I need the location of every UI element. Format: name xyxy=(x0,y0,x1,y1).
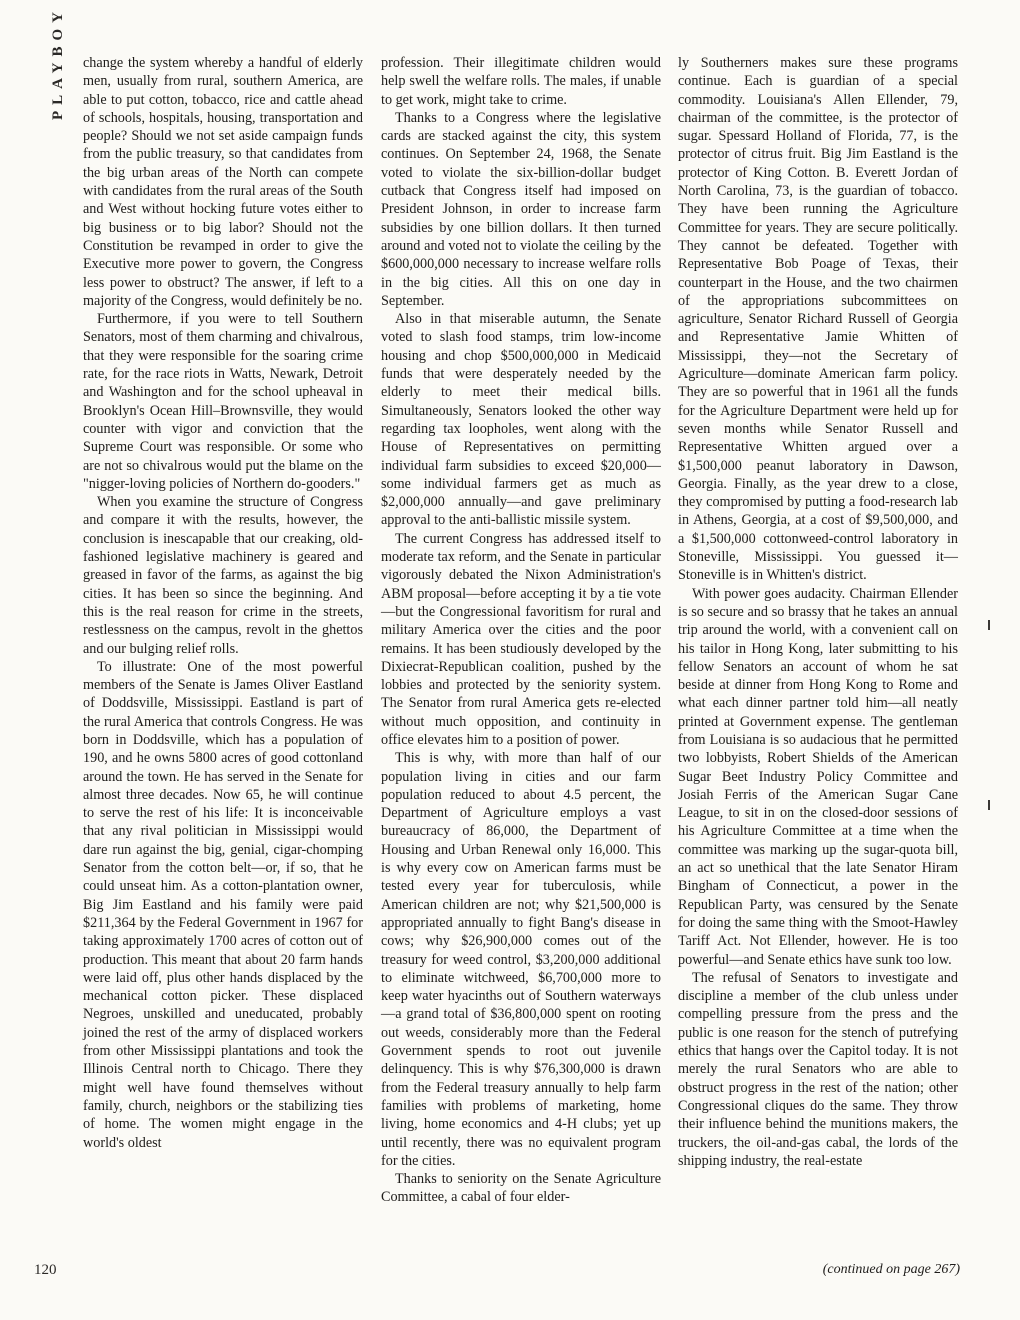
paragraph: ly Southerners makes sure these programs continue. Each is guardian of a special commodity. Louisiana's Allen Ellender, 79, chairman of the committee, is the protector of sugar. Spessard Holland of Florida, 77, is the protector of citrus fruit. Big Jim Eastland is the protector of King Cotton. B. Everett Jordan of North Carolina, 73, is the guardian of tobacco. They have been running the Agriculture Committee for years. They are secure politically. They cannot be defeated. Together with Representative Bob Poage of Texas, their counterpart in the House, and the two chairmen of the appropriations subcommittees on agriculture, Senator Richard Russell of Georgia and Representative Jamie Whitten of Mississippi, they—not the Secretary of Agriculture—dominate American farm policy. They are so powerful that in 1961 all the funds for the Agriculture Department were held up for seven months while Senator Russell and Representative Whitten argued over a $1,500,000 peanut laboratory in Dawson, Georgia. Finally, as the year drew to a close, they compromised by putting a food-research lab in Athens, Georgia, at a cost of $9,500,000, and a $1,500,000 cottonweed-control laboratory in Stoneville, Mississippi. You guessed it—Stoneville is in Whitten's district. xyxy=(678,55,958,584)
paragraph: When you examine the structure of Congress and compare it with the results, however, the conclusion is inescapable that our creaking, old-fashioned legislative machinery is geared and greased in favor of the farms, as against the big cities. It has been so since the beginning. And this is the real reason for crime in the streets, restlessness on the campus, revolt in the ghettos and our bulging relief rolls. xyxy=(83,494,363,657)
paragraph: This is why, with more than half of our population living in cities and our farm population reduced to about 4.5 percent, the Department of Agriculture employs a vast bureaucracy of 86,000, the Department of Housing and Urban Renewal only 16,000. This is why every cow on American farms must be tested every year for tuberculosis, while American children are not; why $21,500,000 is appropriated annually to fight Bang's disease in cows; why $26,900,000 comes out of the treasury for weed control, $3,200,000 additional to eliminate witchweed, $6,700,000 more to keep water hyacinths out of Southern waterways—a grand total of $36,800,000 spent on rooting out weeds, considerably more than the Federal Government spends to root out juvenile delinquency. This is why $76,300,000 is drawn from the Federal treasury annually to help farm families with problems of marketing, home living, home economics and 4-H clubs; yet up until recently, there was no equivalent program for the cities. xyxy=(381,750,661,1169)
scan-mark xyxy=(988,800,990,810)
paragraph: Thanks to a Congress where the legislative cards are stacked against the city, this system continues. On September 24, 1968, the Senate voted to violate the six-billion-dollar budget cutback that Congress itself had imposed on President Johnson, in order to increase farm subsidies by one billion dollars. It then turned around and voted not to violate the ceiling by the $600,000,000 necessary to increase welfare rolls in the big cities. All this on one day in September. xyxy=(381,109,661,309)
text-column-1 xyxy=(83,54,363,1152)
continued-note: (continued on page 267) xyxy=(822,1262,960,1277)
page-number: 120 xyxy=(34,1262,57,1278)
scan-mark xyxy=(988,620,990,630)
paragraph: The refusal of Senators to investigate and discipline a member of the club unless under compelling pressure from the press and the public is one reason for the stench of putrefying ethics that hangs over the Capitol today. It is not merely the rural Senators who are able to obstruct progress in the rest of the nation; other Congressional cliques do the same. They throw their influence behind the munitions makers, the truckers, the oil-and-gas cabal, the lords of the shipping industry, the real-estate xyxy=(678,969,958,1169)
masthead: PLAYBOY xyxy=(50,6,66,120)
text-column-2 xyxy=(381,54,661,1207)
paragraph: Thanks to seniority on the Senate Agriculture Committee, a cabal of four elder- xyxy=(381,1171,661,1206)
paragraph: With power goes audacity. Chairman Ellender is so secure and so brassy that he takes an annual trip around the world, with a convenient call on his tailor in Hong Kong, later submitting to his fellow Senators an account of whom he sat beside at dinner from Hong Kong to Rome and what each dinner partner told him—all neatly printed at Government expense. The gentleman from Louisiana is so audacious that he permitted two lobbyists, Robert Shields of the American Sugar Beet Industry Policy Committee and Josiah Ferris of the American Sugar Cane League, to sit in on the closed-door sessions of his Agriculture Committee at a time when the committee was marking up the sugar-quota bill, an act so unethical that the late Senator Hiram Bingham of Connecticut, a power in the Republican Party, was censured by the Senate for doing the same thing with the Smoot-Hawley Tariff Act. Not Ellender, however. He is too powerful—and Senate ethics have sunk too low. xyxy=(678,585,958,968)
paragraph: profession. Their illegitimate children would help swell the welfare rolls. The males, if unable to get work, might take to crime. xyxy=(381,55,661,108)
text-column-3 xyxy=(678,54,958,1170)
paragraph: To illustrate: One of the most powerful members of the Senate is James Oliver Eastland of Doddsville, Mississippi. Eastland is part of the rural America that controls Congress. He was born in Doddsville, which has a population of 190, and he owns 5800 acres of good cottonland around the town. He has served in the Senate for almost three decades. Now 65, he will continue to serve the rest of his life: It is inconceivable that any rival politician in Mississippi would dare run against the big, genial, cigar-chomping Senator from the cotton belt—or, if so, that he could unseat him. As a cotton-plantation owner, Big Jim Eastland and his family were paid $211,364 by the Federal Government in 1967 for taking approximately 1700 acres of cotton out of production. This meant that about 20 farm hands were laid off, plus other hands displaced by the mechanical cotton picker. These displaced Negroes, unskilled and uneducated, probably joined the rest of the army of displaced workers from other Mississippi plantations and took the Illinois Central north to Chicago. There they might well have found themselves without family, church, neighbors or the stabilizing ties of home. The women might engage in the world's oldest xyxy=(83,658,363,1151)
paragraph: Also in that miserable autumn, the Senate voted to slash food stamps, trim low-income housing and chop $500,000,000 in Medicaid funds that were desperately needed by the elderly to meet their medical bills. Simultaneously, Senators looked the other way regarding tax loopholes, went along with the House of Representatives on permitting individual farm subsidies to exceed $20,000—some individual farmers get as much as $2,000,000 annually—and gave preliminary approval to the anti-ballistic missile system. xyxy=(381,311,661,529)
paragraph: Furthermore, if you were to tell Southern Senators, most of them charming and chivalrous, that they were responsible for the soaring crime rate, for the race riots in Watts, Newark, Detroit and Washington and for the school upheaval in Brooklyn's Ocean Hill–Brownsville, they would counter with vigor and conviction that the Supreme Court was responsible. Or some who are not so chivalrous would put the blame on the "nigger-loving policies of Northern do-gooders." xyxy=(83,311,363,492)
paragraph: change the system whereby a handful of elderly men, usually from rural, southern America, are able to put cotton, tobacco, rice and cattle ahead of schools, hospitals, housing, transportation and people? Should we not set aside campaign funds from the public treasury, so that candidates from the big urban areas of the North can compete with candidates from the rural areas of the South and West without hocking future votes either to big business or to big labor? Should not the Constitution be revamped in order to give the Executive more power to govern, the Congress less power to obstruct? The answer, if left to a majority of the Congress, would definitely be no. xyxy=(83,55,363,309)
paragraph: The current Congress has addressed itself to moderate tax reform, and the Senate in particular vigorously debated the Nixon Administration's ABM proposal—before accepting it by a tie vote—but the Congressional favoritism for rural and military America over the cities and the poor remains. It has been studiously developed by the Dixiecrat-Republican coalition, pushed by the lobbies and protected by the seniority system. The Senator from rural America gets re-elected without much opposition, and continuity in office elevates him to a position of power. xyxy=(381,530,661,748)
